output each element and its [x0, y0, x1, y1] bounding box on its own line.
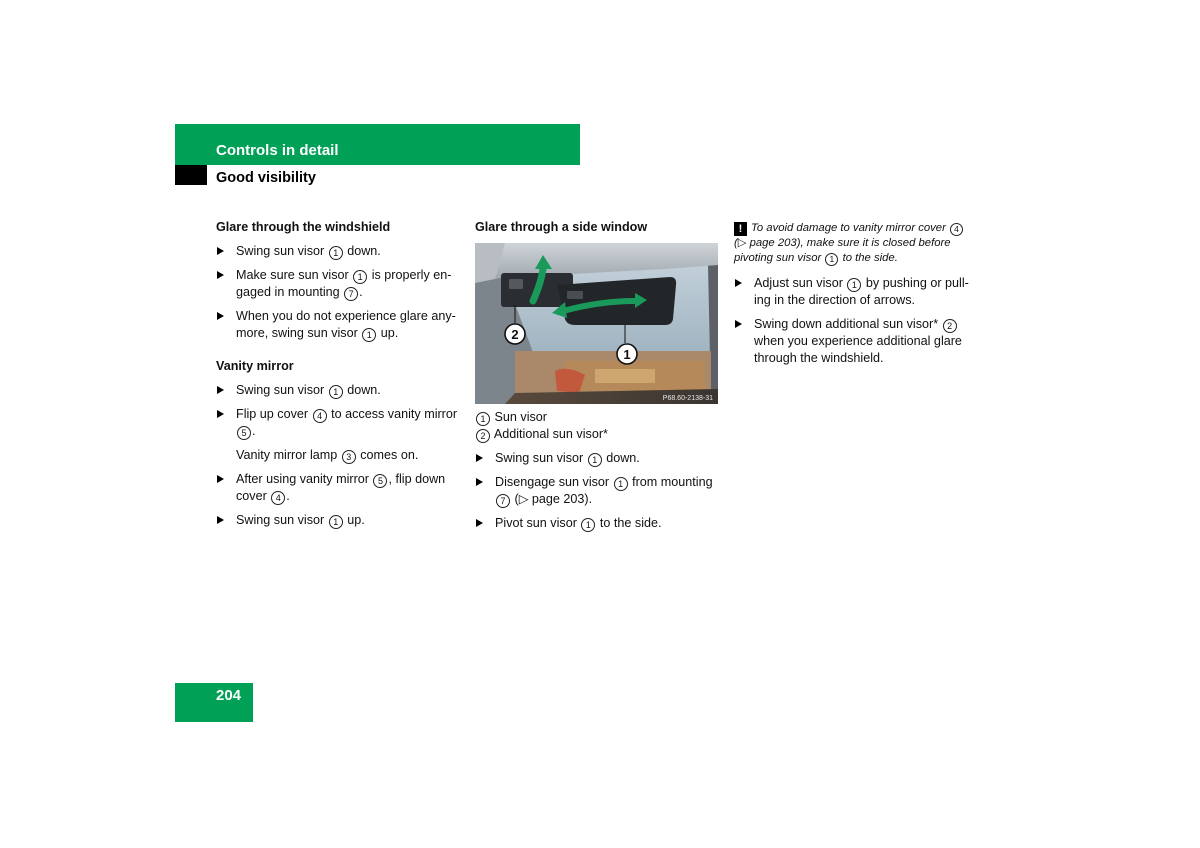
callout-number: 4	[271, 491, 285, 505]
side-window-heading: Glare through a side window	[475, 220, 648, 234]
windshield-heading: Glare through the windshield	[216, 220, 391, 234]
page-reference-link[interactable]: (▷ page 203), make sure it is closed before pivoting sun visor	[734, 237, 951, 264]
list-item: Swing down additional sun visor* 2 when you experience additional glare through the windshield.	[734, 316, 978, 367]
legend-item: 1 Sun visor	[475, 409, 719, 426]
list-item: When you do not experience glare any-more, swing sun visor 1 up.	[216, 308, 462, 342]
callout-number: 7	[344, 287, 358, 301]
bullet-arrow-icon	[217, 475, 224, 483]
list-item: Adjust sun visor 1 by pushing or pull-ing in the direction of arrows.	[734, 275, 978, 309]
column-middle	[475, 219, 719, 539]
page-number-box	[175, 683, 253, 722]
legend-item: 2 Additional sun visor*	[475, 426, 719, 443]
bullet-arrow-icon	[217, 312, 224, 320]
page-reference-link[interactable]: (▷ page 203).	[514, 492, 593, 506]
bullet-arrow-icon	[217, 516, 224, 524]
callout-number: 1	[476, 412, 490, 426]
callout-1-label: 1	[623, 347, 631, 362]
callout-number: 1	[825, 253, 838, 266]
list-item: Swing sun visor 1 down.	[475, 450, 719, 467]
bullet-arrow-icon	[476, 454, 483, 462]
callout-number: 1	[581, 518, 595, 532]
list-item: After using vanity mirror 5 , flip down cover 4 .	[216, 471, 462, 505]
caution-note: ! To avoid damage to vanity mirror cover 4 (▷ page 203), make sure it is closed before pivoting sun visor 1 to the side.	[734, 221, 978, 266]
callout-number: 2	[476, 429, 490, 443]
subsection-title: Good visibility	[216, 170, 316, 186]
list-item: Swing sun visor 1 down.	[216, 382, 462, 399]
bullet-arrow-icon	[217, 247, 224, 255]
bullet-arrow-icon	[476, 478, 483, 486]
bullet-arrow-icon	[217, 386, 224, 394]
callout-number: 7	[496, 494, 510, 508]
list-item: Make sure sun visor 1 is properly en-gaged in mounting 7 .	[216, 267, 462, 301]
column-left	[216, 219, 462, 536]
callout-number: 4	[313, 409, 327, 423]
callout-number: 5	[237, 426, 251, 440]
bullet-arrow-icon	[217, 410, 224, 418]
bullet-arrow-icon	[217, 271, 224, 279]
callout-number: 1	[329, 246, 343, 260]
callout-number: 2	[943, 319, 957, 333]
list-item: Swing sun visor 1 down.	[216, 243, 462, 260]
bullet-arrow-icon	[476, 519, 483, 527]
column-right	[734, 219, 978, 374]
warning-icon: !	[734, 222, 747, 236]
sun-visor-illustration	[475, 243, 718, 404]
callout-number: 1	[362, 328, 376, 342]
callout-number: 1	[329, 385, 343, 399]
callout-number: 5	[373, 474, 387, 488]
callout-number: 1	[614, 477, 628, 491]
callout-number: 1	[329, 515, 343, 529]
callout-number: 1	[353, 270, 367, 284]
bullet-arrow-icon	[735, 320, 742, 328]
page-number: 204	[216, 687, 242, 704]
legend	[475, 409, 719, 443]
callout-number: 4	[950, 223, 963, 236]
callout-number: 3	[342, 450, 356, 464]
callout-number: 1	[847, 278, 861, 292]
vanity-heading: Vanity mirror	[216, 359, 294, 373]
section-title: Controls in detail	[216, 142, 339, 159]
callout-2-label: 2	[511, 327, 519, 342]
subsection-marker	[175, 165, 207, 185]
list-item: Disengage sun visor 1 from mounting 7 (▷ page 203).	[475, 474, 719, 508]
result-text: Vanity mirror lamp 3 comes on.	[236, 448, 419, 462]
list-item: Pivot sun visor 1 to the side.	[475, 515, 719, 532]
callout-number: 1	[588, 453, 602, 467]
list-item: Flip up cover 4 to access vanity mirror 5 .	[216, 406, 462, 440]
sun-visor-photo	[475, 243, 718, 404]
list-item: Swing sun visor 1 up.	[216, 512, 462, 529]
bullet-arrow-icon	[735, 279, 742, 287]
image-code: P68.60-2138-31	[662, 395, 713, 402]
